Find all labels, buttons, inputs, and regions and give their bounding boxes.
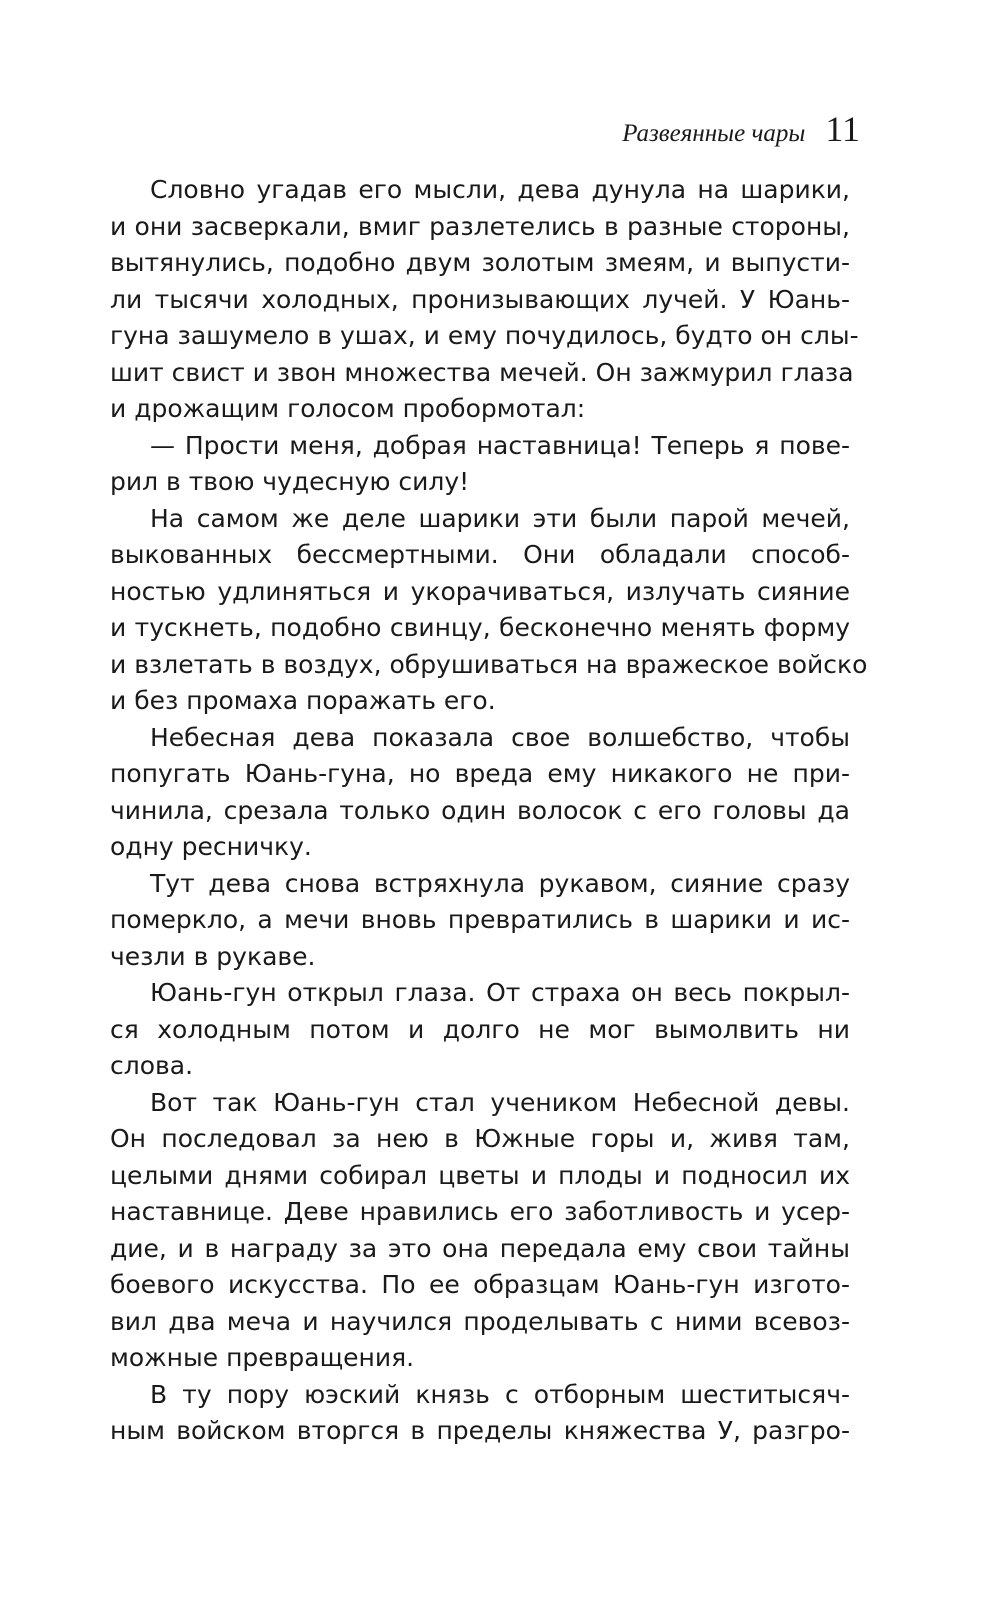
text-line: На самом же деле шарики эти были парой мечей, bbox=[150, 503, 850, 533]
text-line: одну ресничку. bbox=[110, 832, 312, 861]
paragraph bbox=[110, 975, 850, 1085]
text-line: выкованных бессмертными. Они обладали способ- bbox=[110, 540, 850, 569]
page-number: 11 bbox=[825, 109, 860, 149]
text-line: можные превращения. bbox=[110, 1343, 415, 1372]
text-line: и взлетать в воздух, обрушиваться на вражеское войско bbox=[110, 649, 868, 679]
text-line: рил в твою чудесную силу! bbox=[110, 467, 470, 496]
paragraph bbox=[110, 1377, 850, 1450]
text-line: Небесная дева показала свое волшебство, чтобы bbox=[150, 722, 850, 752]
text-line: чезли в рукаве. bbox=[110, 941, 316, 971]
text-line: ным войском вторгся в пределы княжества У, разгро- bbox=[110, 1416, 850, 1445]
text-line: слова. bbox=[110, 1051, 194, 1080]
text-line: вил два меча и научился проделывать с ними всевоз- bbox=[110, 1306, 850, 1336]
text-line: померкло, а мечи вновь превратились в шарики и ис- bbox=[110, 905, 850, 934]
text-line: целыми днями собирал цветы и плоды и подносил их bbox=[110, 1160, 850, 1190]
text-line: Вот так Юань-гун стал учеником Небесной девы. bbox=[150, 1087, 850, 1117]
paragraph bbox=[110, 428, 850, 501]
text-line: наставнице. Деве нравились его заботливость и усер- bbox=[110, 1197, 850, 1226]
text-line: В ту пору юэский князь с отборным шеститысяч- bbox=[150, 1379, 850, 1409]
text-line: — Прости меня, добрая наставница! Теперь я пове- bbox=[150, 430, 850, 460]
text-line: Тут дева снова встряхнула рукавом, сияние сразу bbox=[150, 868, 850, 898]
text-line: и дрожащим голосом пробормотал: bbox=[110, 394, 586, 423]
running-head bbox=[622, 108, 860, 150]
text-line: и они засверкали, вмиг разлетелись в разные стороны, bbox=[110, 211, 850, 241]
text-line: и тускнеть, подобно свинцу, бесконечно менять форму bbox=[110, 613, 850, 642]
paragraph bbox=[110, 720, 850, 866]
body-text bbox=[110, 172, 868, 1450]
paragraph bbox=[110, 866, 850, 976]
paragraph bbox=[110, 501, 868, 720]
text-line: боевого искусства. По ее образцам Юань-гун изгото- bbox=[110, 1270, 850, 1299]
text-line: Словно угадав его мысли, дева дунула на шарики, bbox=[150, 175, 850, 204]
text-line: вытянулись, подобно двум золотым змеям, и выпусти- bbox=[110, 248, 850, 277]
running-title: Развеянные чары bbox=[622, 120, 806, 147]
text-line: ся холодным потом и долго не мог вымолвить ни bbox=[110, 1014, 850, 1044]
text-line: попугать Юань-гуна, но вреда ему никакого не при- bbox=[110, 759, 850, 788]
text-line: гуна зашумело в ушах, и ему почудилось, будто он слы- bbox=[110, 321, 859, 350]
text-line: и без промаха поражать его. bbox=[110, 686, 496, 715]
text-line: дие, и в награду за это она передала ему свои тайны bbox=[110, 1233, 850, 1263]
text-line: чинила, срезала только один волосок с его головы да bbox=[110, 795, 850, 825]
text-line: шит свист и звон множества мечей. Он зажмурил глаза bbox=[110, 357, 854, 387]
text-line: ли тысячи холодных, пронизывающих лучей. У Юань- bbox=[110, 284, 850, 314]
text-line: Юань-гун открыл глаза. От страха он весь покрыл- bbox=[150, 978, 850, 1007]
text-line: ностью удлиняться и укорачиваться, излучать сияние bbox=[110, 576, 850, 606]
paragraph bbox=[110, 172, 859, 428]
text-line: Он последовал за нею в Южные горы и, живя там, bbox=[110, 1124, 850, 1153]
paragraph bbox=[110, 1085, 850, 1377]
